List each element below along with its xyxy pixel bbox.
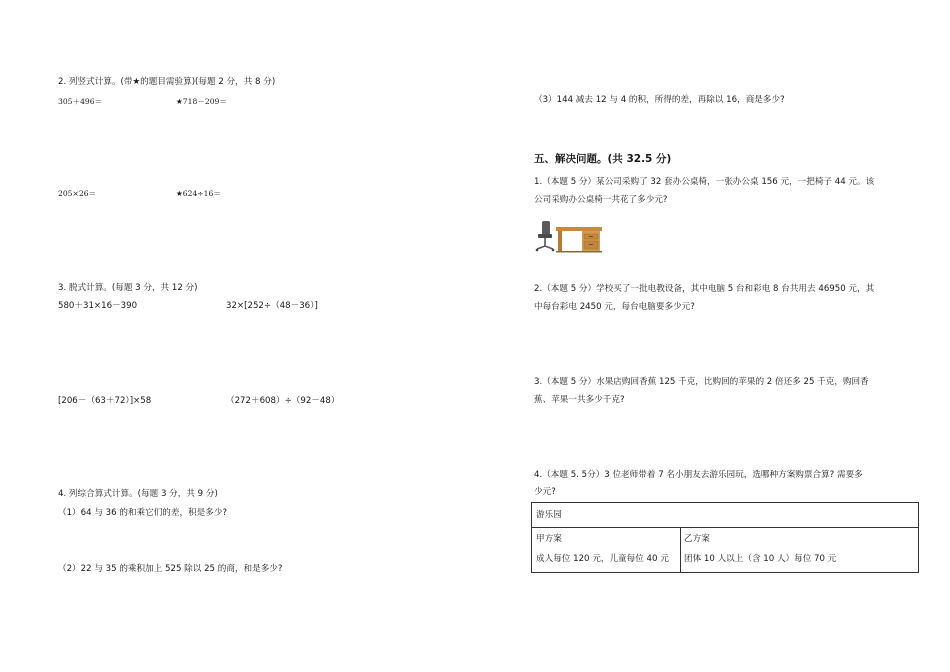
- plan-a-desc: 成人每位 120 元，儿童每位 40 元: [536, 554, 669, 564]
- ticket-plan-table: [531, 502, 919, 573]
- combined-calc-q1: （1）64 与 36 的和乘它们的差，积是多少?: [58, 508, 228, 518]
- plan-a-title: 甲方案: [536, 534, 562, 544]
- problem-3-line-1: 3.（本题 5 分）水果店购回香蕉 125 千克，比购回的苹果的 2 倍还多 25 千克，购回香: [534, 377, 869, 387]
- plan-b-desc: 团体 10 人以上（含 10 人）每位 70 元: [684, 554, 837, 564]
- vertical-calc-q2: ★718－209＝: [176, 97, 227, 106]
- step-calc-q2: 32×[252÷（48－36）]: [226, 301, 318, 311]
- office-desk-chair-icon: [532, 219, 604, 255]
- problem-2-line-2: 中每台彩电 2450 元，每台电脑要多少元?: [534, 302, 695, 312]
- section-5-title: 五、解决问题。(共 32.5 分): [534, 153, 672, 165]
- vertical-calc-q4: ★624÷16＝: [176, 189, 221, 198]
- problem-2-line-1: 2.（本题 5 分）学校买了一批电教设备，其中电脑 5 台和彩电 8 台共用去 46950 元，其: [534, 284, 875, 294]
- problem-4-line-2: 少元?: [534, 487, 556, 497]
- problem-1-line-2: 公司采购办公桌椅一共花了多少元?: [534, 195, 668, 205]
- step-calc-q1: 580＋31×16－390: [58, 301, 138, 311]
- combined-calc-q3: （3）144 减去 12 与 4 的积，所得的差，再除以 16，商是多少?: [534, 95, 785, 105]
- combined-calc-q2: （2）22 与 35 的乘积加上 525 除以 25 的商，和是多少?: [58, 564, 283, 574]
- section-4-title: 4. 列综合算式计算。(每题 3 分，共 9 分): [58, 489, 218, 499]
- problem-4-line-1: 4.（本题 5. 5分）3 位老师带着 7 名小朋友去游乐园玩，选哪种方案购票合算? 需要多: [534, 470, 863, 480]
- plan-b-title: 乙方案: [684, 534, 710, 544]
- section-3-title: 3. 脱式计算。(每题 3 分，共 12 分): [58, 283, 198, 293]
- problem-3-line-2: 蕉、苹果一共多少千克?: [534, 395, 625, 405]
- table-header-row: [532, 503, 918, 528]
- table-header: 游乐园: [536, 510, 562, 520]
- step-calc-q4: （272＋608）÷（92－48）: [226, 396, 340, 406]
- vertical-calc-q3: 205×26＝: [58, 189, 97, 198]
- section-2-title: 2. 列竖式计算。(带★的题目需验算)(每题 2 分，共 8 分): [58, 77, 276, 87]
- table-divider: [680, 527, 681, 572]
- vertical-calc-q1: 305＋496＝: [58, 97, 103, 106]
- step-calc-q3: [206－（63＋72）]×58: [58, 396, 152, 406]
- problem-1-line-1: 1.（本题 5 分）某公司采购了 32 套办公桌椅，一张办公桌 156 元，一把椅子 44 元。该: [534, 177, 875, 187]
